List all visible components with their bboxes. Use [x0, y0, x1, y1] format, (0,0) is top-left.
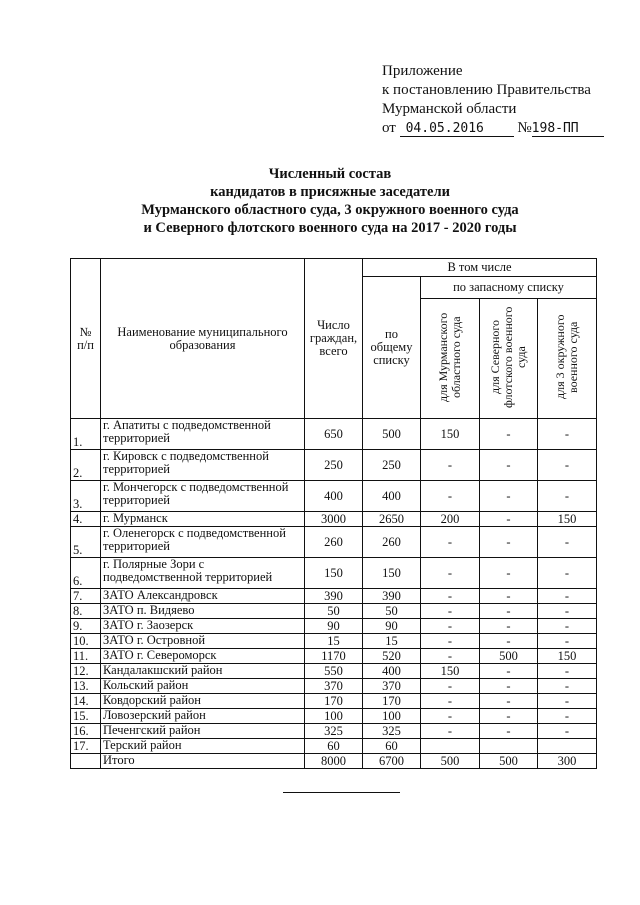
regional-court-count: -	[421, 724, 480, 739]
general-list-count: 400	[363, 664, 421, 679]
total-count: 650	[305, 419, 363, 450]
table-row	[71, 724, 597, 739]
table-row	[71, 419, 597, 450]
header-name: Наименование муниципального образования	[101, 259, 305, 419]
general-list-count: 2650	[363, 512, 421, 527]
row-number: 15.	[71, 709, 101, 724]
fleet-court-count: 500	[480, 649, 538, 664]
row-number: 6.	[71, 558, 101, 589]
municipality-name: ЗАТО Александровск	[101, 589, 305, 604]
appendix-label: Приложение	[382, 63, 463, 79]
general-list-count: 500	[363, 419, 421, 450]
general-list-count: 325	[363, 724, 421, 739]
general-list-count: 260	[363, 527, 421, 558]
row-number: 11.	[71, 649, 101, 664]
district-court-count: -	[538, 694, 597, 709]
fleet-court-count: -	[480, 709, 538, 724]
district-court-count: -	[538, 619, 597, 634]
fleet-court-count: -	[480, 558, 538, 589]
row-number: 17.	[71, 739, 101, 754]
fleet-court-count	[480, 739, 538, 754]
total-count: 370	[305, 679, 363, 694]
fleet-court-count: -	[480, 419, 538, 450]
appendix-resolution: к постановлению Правительства	[382, 82, 591, 98]
row-number: 13.	[71, 679, 101, 694]
date-prefix: от	[382, 120, 396, 136]
total-count: 8000	[305, 754, 363, 769]
regional-court-count: -	[421, 589, 480, 604]
row-number: 10.	[71, 634, 101, 649]
total-count: 3000	[305, 512, 363, 527]
district-court-count: -	[538, 558, 597, 589]
general-list-count: 60	[363, 739, 421, 754]
header-fleet-court: для Северного флотского военного суда	[480, 299, 538, 419]
title-line-1: Численный состав	[268, 166, 392, 182]
municipality-name: г. Мончегорск с подведомственной территорией	[101, 481, 305, 512]
total-count: 550	[305, 664, 363, 679]
district-court-count: 150	[538, 649, 597, 664]
district-court-count: -	[538, 419, 597, 450]
municipality-name: г. Оленегорск с подведомственной территорией	[101, 527, 305, 558]
general-list-count: 90	[363, 619, 421, 634]
table-row	[71, 604, 597, 619]
header-including: В том числе	[363, 259, 597, 277]
general-list-count: 6700	[363, 754, 421, 769]
table-row	[71, 619, 597, 634]
header-district-court: для 3 окружного военного суда	[538, 299, 597, 419]
district-court-count	[538, 739, 597, 754]
divider-line	[283, 792, 400, 793]
row-number: 5.	[71, 527, 101, 558]
regional-court-count: -	[421, 634, 480, 649]
row-number	[71, 754, 101, 769]
appendix-region: Мурманской области	[382, 101, 517, 117]
table-row	[71, 739, 597, 754]
fleet-court-count: -	[480, 512, 538, 527]
general-list-count: 520	[363, 649, 421, 664]
fleet-court-count: -	[480, 589, 538, 604]
document-title	[120, 165, 540, 237]
table-row	[71, 664, 597, 679]
header-reserve: по запасному списку	[421, 277, 597, 299]
total-count: 250	[305, 450, 363, 481]
fleet-court-count: 500	[480, 754, 538, 769]
municipality-name: ЗАТО г. Островной	[101, 634, 305, 649]
fleet-court-count: -	[480, 634, 538, 649]
total-count: 100	[305, 709, 363, 724]
regional-court-count: 150	[421, 664, 480, 679]
regional-court-count: 200	[421, 512, 480, 527]
table-row	[71, 450, 597, 481]
district-court-count: -	[538, 634, 597, 649]
district-court-count: -	[538, 679, 597, 694]
table-row	[71, 512, 597, 527]
regional-court-count: 150	[421, 419, 480, 450]
regional-court-count: -	[421, 481, 480, 512]
total-count: 1170	[305, 649, 363, 664]
district-court-count: -	[538, 450, 597, 481]
header-num: № п/п	[71, 259, 101, 419]
municipality-name: ЗАТО г. Заозерск	[101, 619, 305, 634]
regional-court-count: -	[421, 604, 480, 619]
municipality-name: г. Мурманск	[101, 512, 305, 527]
title-line-3: Мурманского областного суда, 3 окружного военного суда	[141, 202, 519, 218]
table-row	[71, 649, 597, 664]
row-number: 1.	[71, 419, 101, 450]
table-row	[71, 694, 597, 709]
regional-court-count: -	[421, 619, 480, 634]
municipality-name: ЗАТО г. Североморск	[101, 649, 305, 664]
municipality-name: Итого	[101, 754, 305, 769]
general-list-count: 100	[363, 709, 421, 724]
general-list-count: 50	[363, 604, 421, 619]
table-row	[71, 558, 597, 589]
municipality-name: ЗАТО п. Видяево	[101, 604, 305, 619]
row-number: 3.	[71, 481, 101, 512]
resolution-date: 04.05.2016	[400, 121, 514, 137]
regional-court-count: -	[421, 527, 480, 558]
regional-court-count: -	[421, 679, 480, 694]
municipality-name: Терский район	[101, 739, 305, 754]
total-count: 260	[305, 527, 363, 558]
regional-court-count: 500	[421, 754, 480, 769]
total-count: 15	[305, 634, 363, 649]
general-list-count: 400	[363, 481, 421, 512]
municipality-name: Ловозерский район	[101, 709, 305, 724]
row-number: 7.	[71, 589, 101, 604]
table-row	[71, 634, 597, 649]
row-number: 9.	[71, 619, 101, 634]
appendix-block	[382, 62, 604, 138]
general-list-count: 390	[363, 589, 421, 604]
municipality-name: Кандалакшский район	[101, 664, 305, 679]
title-line-2: кандидатов в присяжные заседатели	[210, 184, 450, 200]
municipality-name: Кольский район	[101, 679, 305, 694]
header-total: Число граждан, всего	[305, 259, 363, 419]
general-list-count: 15	[363, 634, 421, 649]
total-count: 150	[305, 558, 363, 589]
fleet-court-count: -	[480, 481, 538, 512]
regional-court-count: -	[421, 649, 480, 664]
regional-court-count	[421, 739, 480, 754]
total-count: 170	[305, 694, 363, 709]
general-list-count: 150	[363, 558, 421, 589]
row-number: 2.	[71, 450, 101, 481]
number-prefix: №	[517, 120, 532, 136]
district-court-count: -	[538, 664, 597, 679]
row-number: 16.	[71, 724, 101, 739]
fleet-court-count: -	[480, 604, 538, 619]
total-count: 390	[305, 589, 363, 604]
fleet-court-count: -	[480, 694, 538, 709]
general-list-count: 250	[363, 450, 421, 481]
municipality-name: г. Полярные Зори с подведомственной территорией	[101, 558, 305, 589]
district-court-count: -	[538, 589, 597, 604]
regional-court-count: -	[421, 450, 480, 481]
total-count: 400	[305, 481, 363, 512]
municipality-name: Печенгский район	[101, 724, 305, 739]
fleet-court-count: -	[480, 619, 538, 634]
regional-court-count: -	[421, 694, 480, 709]
row-number: 8.	[71, 604, 101, 619]
title-line-4: и Северного флотского военного суда на 2017 - 2020 годы	[143, 220, 517, 236]
total-count: 50	[305, 604, 363, 619]
fleet-court-count: -	[480, 450, 538, 481]
jurors-table	[70, 258, 597, 769]
municipality-name: г. Кировск с подведомственной территорией	[101, 450, 305, 481]
regional-court-count: -	[421, 558, 480, 589]
header-general: по общему списку	[363, 277, 421, 419]
table-row	[71, 527, 597, 558]
municipality-name: г. Апатиты с подведомственной территорией	[101, 419, 305, 450]
row-number: 12.	[71, 664, 101, 679]
fleet-court-count: -	[480, 664, 538, 679]
district-court-count: -	[538, 709, 597, 724]
general-list-count: 170	[363, 694, 421, 709]
table-row	[71, 481, 597, 512]
table-row	[71, 679, 597, 694]
regional-court-count: -	[421, 709, 480, 724]
district-court-count: 300	[538, 754, 597, 769]
district-court-count: -	[538, 604, 597, 619]
total-count: 325	[305, 724, 363, 739]
totals-row	[71, 754, 597, 769]
header-regional-court: для Мурманского областного суда	[421, 299, 480, 419]
municipality-name: Ковдорский район	[101, 694, 305, 709]
district-court-count: 150	[538, 512, 597, 527]
fleet-court-count: -	[480, 724, 538, 739]
district-court-count: -	[538, 481, 597, 512]
total-count: 60	[305, 739, 363, 754]
general-list-count: 370	[363, 679, 421, 694]
fleet-court-count: -	[480, 527, 538, 558]
fleet-court-count: -	[480, 679, 538, 694]
total-count: 90	[305, 619, 363, 634]
district-court-count: -	[538, 724, 597, 739]
row-number: 4.	[71, 512, 101, 527]
resolution-number: 198-ПП	[532, 121, 604, 137]
table-row	[71, 589, 597, 604]
table-row	[71, 709, 597, 724]
row-number: 14.	[71, 694, 101, 709]
district-court-count: -	[538, 527, 597, 558]
appendix-date-line	[382, 119, 604, 138]
